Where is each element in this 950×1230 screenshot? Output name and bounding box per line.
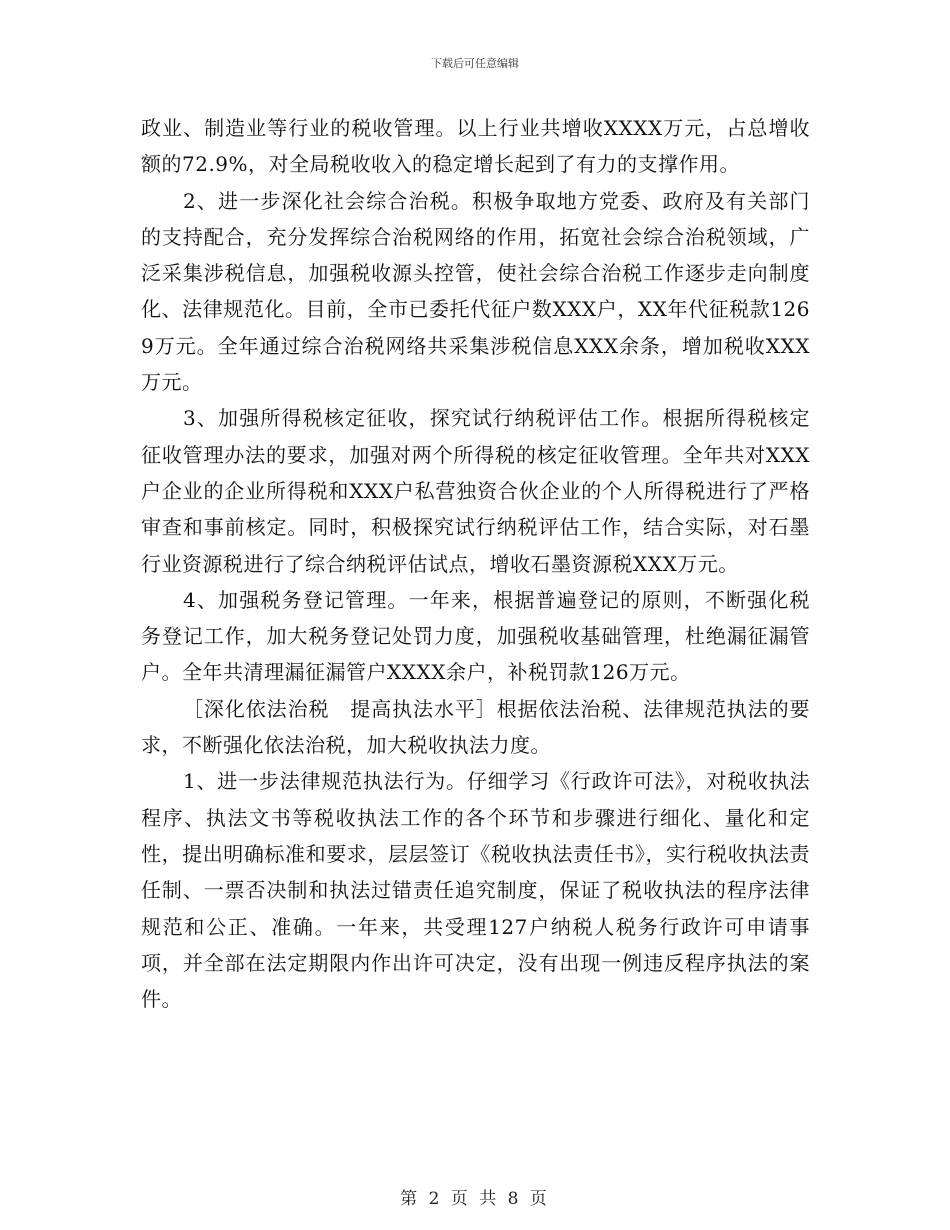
page-footer: 第 2 页 共 8 页	[400, 1189, 550, 1209]
paragraph-continuation: 政业、制造业等行业的税收管理。以上行业共增收XXXX万元，占总增收额的72.9%，对全局税收收入的稳定增长起到了有力的支撑作用。	[141, 116, 810, 177]
page-header: 下载后可任意编辑	[431, 57, 519, 70]
paragraph-item-1-law-enforcement: 1、进一步法律规范执法行为。仔细学习《行政许可法》，对税收执法程序、执法文书等税收执法工作的各个环节和步骤进行细化、量化和定性，提出明确标准和要求，层层签订《税收执法责任书》，实行税收执法责任制、一票否决制和执法过错责任追究制度，保证了税收执法的程序法律规范和公正、准确。一年来，共受理127户纳税人税务行政许可申请事项，并全部在法定期限内作出许可决定，没有出现一例违反程序执法的案件。	[141, 769, 810, 1012]
paragraph-item-4-tax-registration: 4、加强税务登记管理。一年来，根据普遍登记的原则，不断强化税务登记工作，加大税务登记处罚力度，加强税收基础管理，杜绝漏征漏管户。全年共清理漏征漏管户XXXX余户，补税罚款126万元。	[141, 587, 810, 685]
paragraph-item-3-income-tax: 3、加强所得税核定征收，探究试行纳税评估工作。根据所得税核定征收管理办法的要求，加强对两个所得税的核定征收管理。全年共对XXX户企业的企业所得税和XXX户私营独资合伙企业的个人所得税进行了严格审查和事前核定。同时，积极探究试行纳税评估工作，结合实际，对石墨行业资源税进行了综合纳税评估试点，增收石墨资源税XXX万元。	[141, 406, 810, 576]
paragraph-section-heading: ［深化依法治税 提高执法水平］根据依法治税、法律规范执法的要求，不断强化依法治税，加大税收执法力度。	[141, 696, 810, 758]
paragraph-item-2-comprehensive-tax: 2、进一步深化社会综合治税。积极争取地方党委、政府及有关部门的支持配合，充分发挥综合治税网络的作用，拓宽社会综合治税领域，广泛采集涉税信息，加强税收源头控管，使社会综合治税工作逐步走向制度化、法律规范化。目前，全市已委托代征户数XXX户，XX年代征税款1269万元。全年通过综合治税网络共采集涉税信息XXX余条，增加税收XXX万元。	[141, 188, 810, 395]
document-body	[141, 110, 810, 1017]
